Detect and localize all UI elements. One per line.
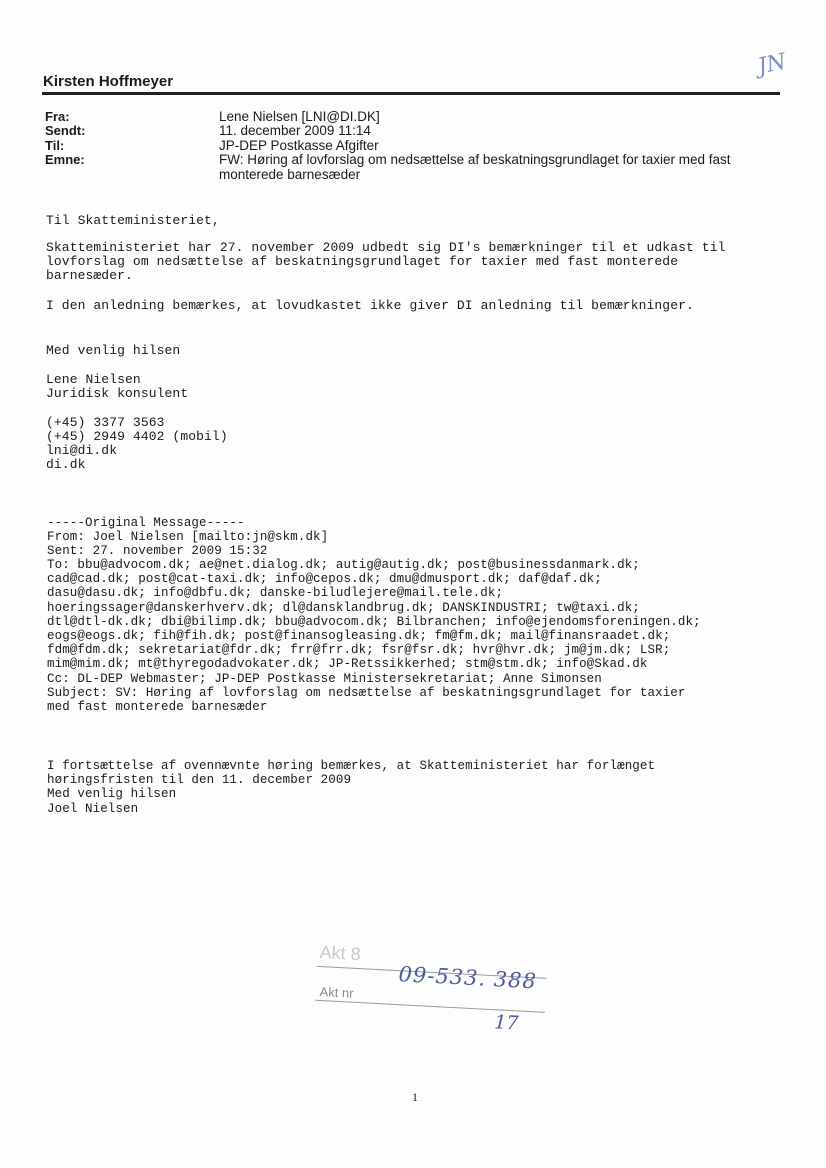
original-from: From: Joel Nielsen [mailto:jn@skm.dk] [47,530,329,544]
header-divider [42,92,780,95]
stamp-line [315,1000,545,1013]
original-message-divider: -----Original Message----- [47,516,245,530]
sent-value: 11. december 2009 11:14 [219,123,371,138]
signature: Lene Nielsen Juridisk konsulent [46,372,189,401]
subject-value: FW: Høring af lovforslag om nedsættelse af beskatningsgrundlaget for taxier med fast monterede barnesæder [219,152,731,182]
stamp-label: Akt nr [319,984,354,1001]
original-sent: Sent: 27. november 2009 15:32 [47,544,268,558]
greeting: Til Skatteministeriet, [46,213,220,228]
owner-name: Kirsten Hoffmeyer [43,73,174,90]
original-to: To: bbu@advocom.dk; ae@net.dialog.dk; autig@autig.dk; post@businessdanmark.dk; cad@cad.dk; post@cat-taxi.dk; info@cepos.dk; dmu@dmusport.dk; daf@daf.dk; dasu@dasu.dk; info@dbfu.dk; danske-biludlejere@mail.tele.dk; hoeringssager@danskerhverv.dk; dl@dansklandbrug.dk; DANSKINDUSTRI; tw@taxi.dk; dtl@dtl-dk.dk; dbi@bilimp.dk; bbu@advocom.dk; Bilbranchen; info@ejendomsforeningen.dk; eogs@eogs.dk; fih@fih.dk; post@finansogleasing.dk; fm@fm.dk; mail@finansraadet.dk; fdm@fdm.dk; sekretariat@fdr.dk; frr@frr.dk; fsr@fsr.dk; hvr@hvr.dk; jm@jm.dk; LSR; mim@mim.dk; mt@thyregodadvokater.dk; JP-Retssikkerhed; stm@stm.dk; info@Skad.dk [47,558,701,672]
from-label: Fra: [45,109,70,124]
to-value: JP-DEP Postkasse Afgifter [219,138,379,153]
original-message-body: I fortsættelse af ovennævnte høring bemærkes, at Skatteministeriet har forlænget høringsfristen til den 11. december 2009 Med venlig hilsen Joel Nielsen [47,759,656,816]
subject-label: Emne: [45,152,85,167]
archive-stamp [314,940,554,1036]
page-number: 1 [412,1090,418,1104]
original-subject: Subject: SV: Høring af lovforslag om nedsættelse af beskatningsgrundlaget for taxier med fast monterede barnesæder [47,686,686,715]
to-label: Til: [45,138,65,153]
sent-label: Sendt: [45,123,86,138]
handwritten-case-number: 09-533. 388 [398,962,538,994]
closing: Med venlig hilsen [46,343,181,358]
handwritten-initials: JN [755,49,789,80]
stamp-faded-text: Akt 8 [319,941,362,965]
paragraph-1: Skatteministeriet har 27. november 2009 udbedt sig DI's bemærkninger til et udkast til lovforslag om nedsættelse af beskatningsgrundlaget for taxier med fast monterede barnesæder. [46,240,726,283]
handwritten-act-number: 17 [493,1011,520,1035]
from-value: Lene Nielsen [LNI@DI.DK] [219,109,380,124]
original-cc: Cc: DL-DEP Webmaster; JP-DEP Postkasse Ministersekretariat; Anne Simonsen [47,672,602,686]
paragraph-2: I den anledning bemærkes, at lovudkastet ikke giver DI anledning til bemærkninger. [46,298,694,313]
contact-details: (+45) 3377 3563 (+45) 2949 4402 (mobil) lni@di.dk di.dk [46,415,228,472]
